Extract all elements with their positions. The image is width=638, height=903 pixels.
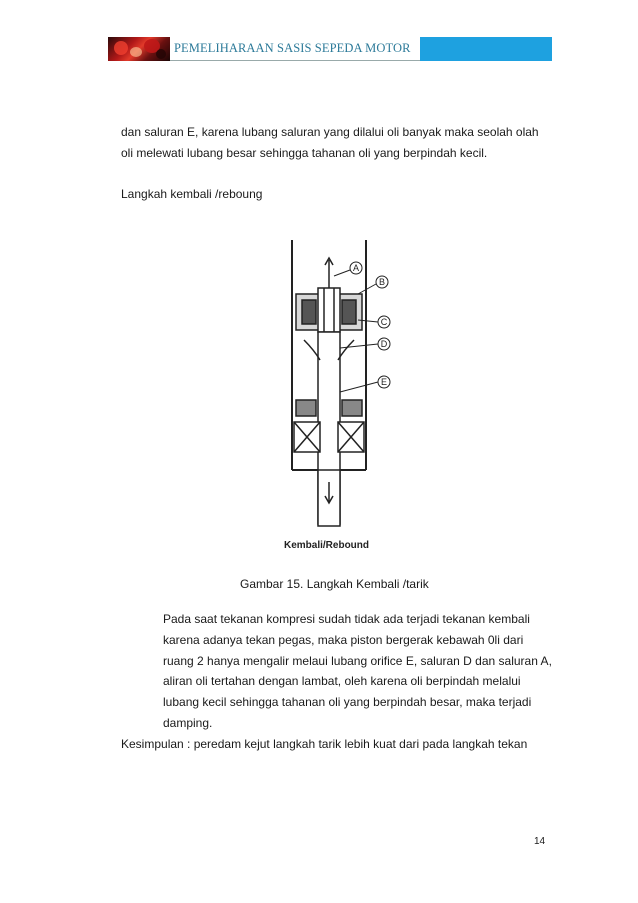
header-title: PEMELIHARAAN SASIS SEPEDA MOTOR (174, 41, 411, 55)
explanation-line: ruang 2 hanya mengalir melaui lubang orifice E, saluran D dan saluran A, (163, 653, 552, 668)
explanation-line: aliran oli tertahan dengan lambat, oleh karena oli berpindah melalui (163, 674, 521, 689)
conclusion: Kesimpulan : peredam kejut langkah tarik lebih kuat dari pada langkah tekan (121, 737, 528, 751)
label-c: C (380, 317, 388, 327)
intro-paragraph (121, 122, 539, 163)
label-d: D (380, 339, 388, 349)
figure-caption: Gambar 15. Langkah Kembali /tarik (240, 577, 429, 591)
explanation-paragraph (163, 609, 552, 734)
explanation-line: damping. (163, 715, 213, 730)
label-b: B (378, 277, 386, 287)
explanation-line: karena adanya tekan pegas, maka piston bergerak kebawah 0li dari (163, 632, 524, 647)
motorcycle-photo (108, 37, 170, 61)
section-heading: Langkah kembali /reboung (121, 187, 263, 201)
page-header (108, 37, 552, 61)
label-e: E (380, 377, 388, 387)
explanation-line: Pada saat tekanan kompresi sudah tidak ada terjadi tekanan kembali (163, 612, 530, 626)
explanation-line: lubang kecil sehingga tahanan oli yang berpindah besar, maka terjadi (163, 695, 532, 710)
intro-line: dan saluran E, karena lubang saluran yang dilalui oli banyak maka seolah olah (121, 125, 539, 139)
header-accent-bar (420, 37, 552, 61)
header-title-box (170, 37, 420, 61)
intro-line: oli melewati lubang besar sehingga tahanan oli yang berpindah kecil. (121, 145, 488, 160)
label-a: A (352, 263, 360, 273)
figure-inner-caption: Kembali/Rebound (284, 540, 370, 551)
page-number: 14 (534, 836, 546, 847)
piston-blocks (296, 288, 362, 332)
rebound-diagram (254, 232, 414, 562)
